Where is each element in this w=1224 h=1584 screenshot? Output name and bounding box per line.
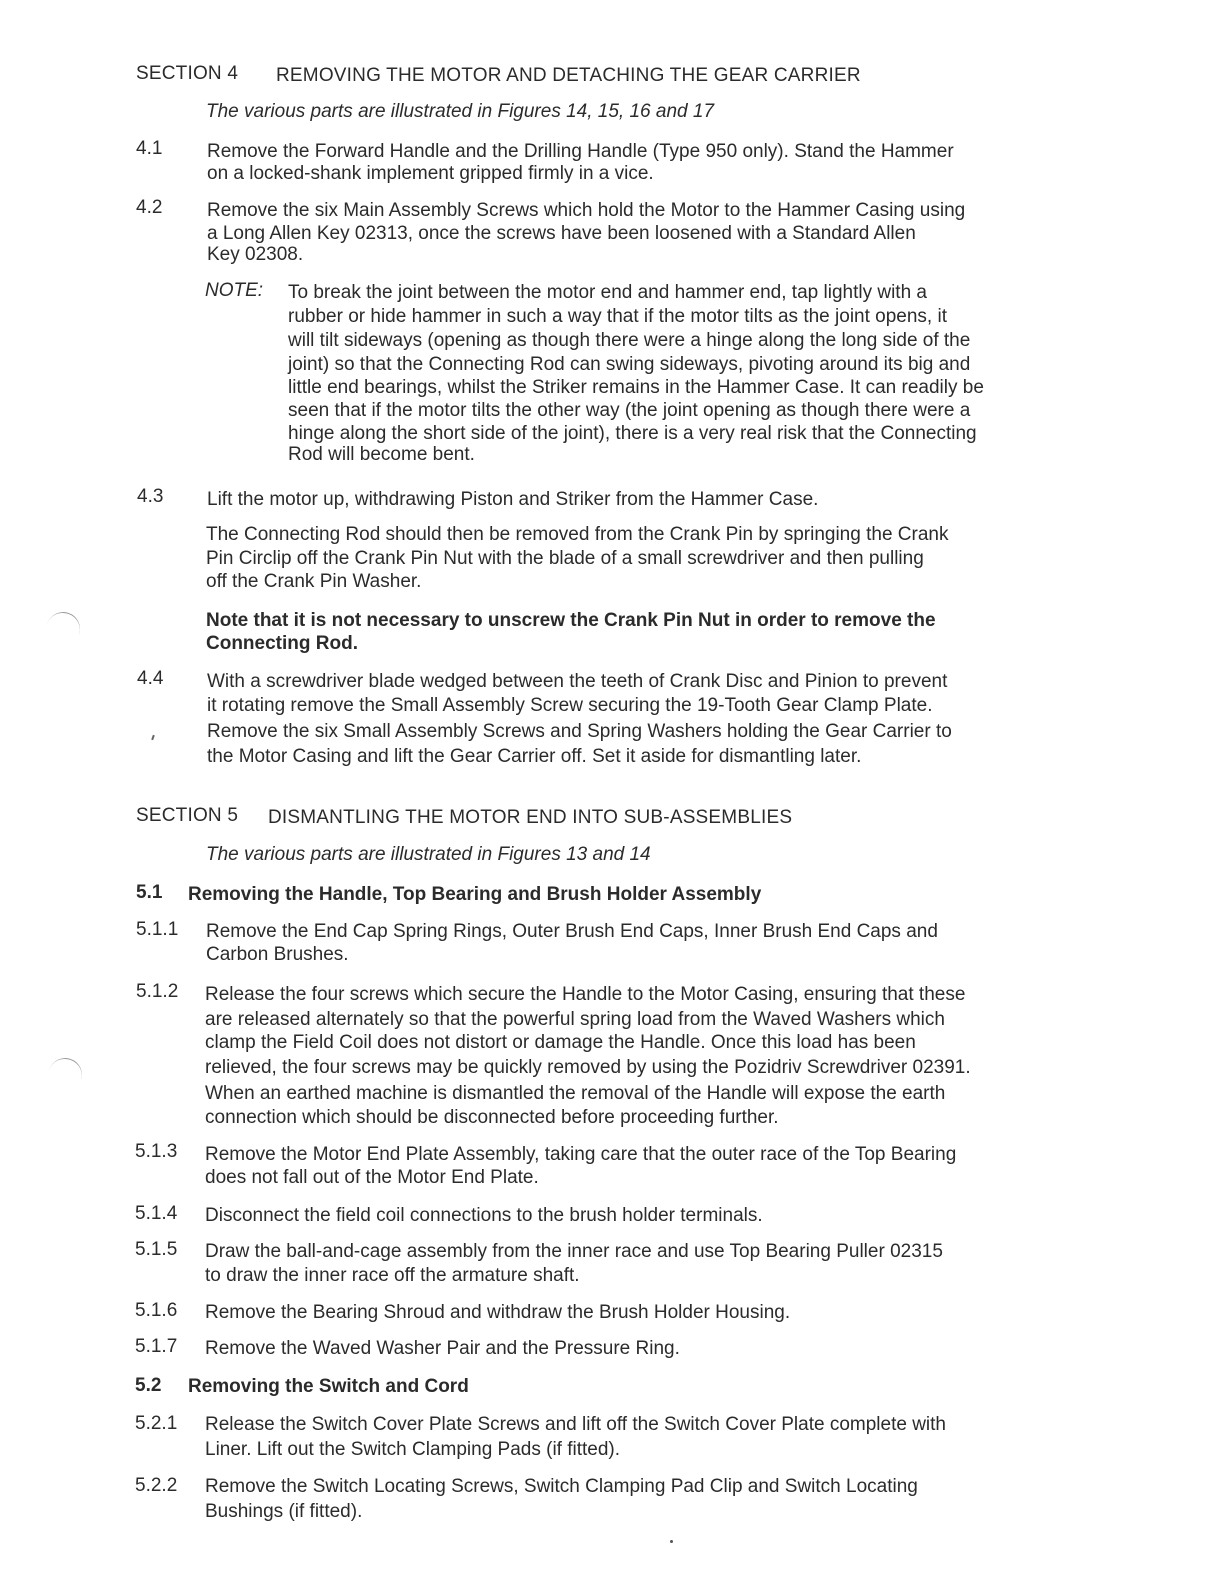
item-text-line: Release the four screws which secure the Handle to the Motor Casing, ensuring that these xyxy=(205,984,966,1005)
item-number: 5.1.4 xyxy=(135,1203,178,1224)
item-text-line: Remove the Switch Locating Screws, Switch Clamping Pad Clip and Switch Locating xyxy=(205,1476,918,1497)
item-text-line: Disconnect the field coil connections to the brush holder terminals. xyxy=(205,1205,763,1226)
item-text-line: Remove the Motor End Plate Assembly, taking care that the outer race of the Top Bearing xyxy=(205,1144,957,1165)
note-line: seen that if the motor tilts the other way (the joint opening as though there were a xyxy=(288,400,971,421)
note-line: rubber or hide hammer in such a way that if the motor tilts as the joint opens, it xyxy=(288,306,947,327)
item-paragraph-line: off the Crank Pin Washer. xyxy=(206,571,422,592)
item-number: 5.1.6 xyxy=(135,1300,178,1321)
item-number: 5.1.1 xyxy=(136,919,179,940)
item-number: 5.1.2 xyxy=(136,981,179,1002)
item-number: 4.3 xyxy=(137,486,164,507)
section-5-intro: The various parts are illustrated in Figures 13 and 14 xyxy=(206,844,651,865)
item-text-line: clamp the Field Coil does not distort or damage the Handle. Once this load has been xyxy=(205,1032,916,1053)
item-text-line: Remove the Forward Handle and the Drilling Handle (Type 950 only). Stand the Hammer xyxy=(207,141,954,162)
item-text-line: Remove the Bearing Shroud and withdraw the Brush Holder Housing. xyxy=(205,1302,791,1323)
item-text-line: Remove the six Main Assembly Screws which hold the Motor to the Hammer Casing using xyxy=(207,200,966,221)
subsection-title: Removing the Switch and Cord xyxy=(188,1376,469,1397)
item-text-line: it rotating remove the Small Assembly Screw securing the 19-Tooth Gear Clamp Plate. xyxy=(207,695,933,716)
item-text-line: Liner. Lift out the Switch Clamping Pads (if fitted). xyxy=(205,1439,621,1460)
note-line: will tilt sideways (opening as though there were a hinge along the long side of the xyxy=(288,330,971,351)
item-text-line: Bushings (if fitted). xyxy=(205,1501,363,1522)
item-text-line: a Long Allen Key 02313, once the screws have been loosened with a Standard Allen xyxy=(207,223,916,244)
section-4-intro: The various parts are illustrated in Figures 14, 15, 16 and 17 xyxy=(206,101,715,122)
item-bold-note-line: Note that it is not necessary to unscrew the Crank Pin Nut in order to remove the xyxy=(206,610,936,631)
section-4-number: SECTION 4 xyxy=(136,63,239,84)
item-text-line: relieved, the four screws may be quickly removed by using the Pozidriv Screwdriver 02391. xyxy=(205,1057,971,1078)
item-text-line: With a screwdriver blade wedged between the teeth of Crank Disc and Pinion to prevent xyxy=(207,671,948,692)
subsection-number: 5.1 xyxy=(136,882,163,903)
scan-speck xyxy=(151,735,155,740)
item-number: 5.2.2 xyxy=(135,1475,178,1496)
subsection-title: Removing the Handle, Top Bearing and Brush Holder Assembly xyxy=(188,884,762,905)
note-line: To break the joint between the motor end and hammer end, tap lightly with a xyxy=(288,282,927,303)
item-text-line: connection which should be disconnected before proceeding further. xyxy=(205,1107,779,1128)
item-text-line: When an earthed machine is dismantled the removal of the Handle will expose the earth xyxy=(205,1083,946,1104)
item-text-line: are released alternately so that the powerful spring load from the Waved Washers which xyxy=(205,1009,945,1030)
note-label: NOTE: xyxy=(205,280,264,301)
scan-speck xyxy=(670,1540,673,1543)
item-text-line: Carbon Brushes. xyxy=(206,944,349,965)
item-number: 5.1.3 xyxy=(135,1141,178,1162)
item-bold-note-line: Connecting Rod. xyxy=(206,633,358,654)
note-line: Rod will become bent. xyxy=(288,444,475,465)
section-4-title: REMOVING THE MOTOR AND DETACHING THE GEAR CARRIER xyxy=(276,65,861,86)
item-paragraph-line: The Connecting Rod should then be removed from the Crank Pin by springing the Crank xyxy=(206,524,949,545)
punch-hole-shadow xyxy=(43,1053,87,1098)
item-number: 4.1 xyxy=(136,138,163,159)
item-text-line: the Motor Casing and lift the Gear Carrier off. Set it aside for dismantling later. xyxy=(207,746,862,767)
item-number: 4.4 xyxy=(137,668,164,689)
section-5-number: SECTION 5 xyxy=(136,805,239,826)
item-number: 5.1.5 xyxy=(135,1239,178,1260)
item-text-line: Draw the ball-and-cage assembly from the inner race and use Top Bearing Puller 02315 xyxy=(205,1241,943,1262)
item-text-line: on a locked-shank implement gripped firmly in a vice. xyxy=(207,163,654,184)
item-paragraph-line: Pin Circlip off the Crank Pin Nut with the blade of a small screwdriver and then pulling xyxy=(206,548,924,569)
item-text-line: Remove the End Cap Spring Rings, Outer Brush End Caps, Inner Brush End Caps and xyxy=(206,921,938,942)
note-line: little end bearings, whilst the Striker remains in the Hammer Case. It can readily be xyxy=(288,377,984,398)
note-line: joint) so that the Connecting Rod can swing sideways, pivoting around its big and xyxy=(288,354,971,375)
section-5-title: DISMANTLING THE MOTOR END INTO SUB-ASSEMBLIES xyxy=(268,807,793,828)
punch-hole-shadow xyxy=(41,607,85,652)
item-text-line: to draw the inner race off the armature shaft. xyxy=(205,1265,580,1286)
subsection-number: 5.2 xyxy=(135,1375,162,1396)
item-text-line: Key 02308. xyxy=(207,244,304,265)
item-text-line: Remove the six Small Assembly Screws and Spring Washers holding the Gear Carrier to xyxy=(207,721,952,742)
item-number: 4.2 xyxy=(136,197,163,218)
item-text-line: does not fall out of the Motor End Plate. xyxy=(205,1167,539,1188)
item-text-line: Release the Switch Cover Plate Screws and lift off the Switch Cover Plate complete with xyxy=(205,1414,946,1435)
item-number: 5.1.7 xyxy=(135,1336,178,1357)
note-line: hinge along the short side of the joint), there is a very real risk that the Connecting xyxy=(288,423,977,444)
item-text-line: Lift the motor up, withdrawing Piston and Striker from the Hammer Case. xyxy=(207,489,819,510)
item-number: 5.2.1 xyxy=(135,1413,178,1434)
item-text-line: Remove the Waved Washer Pair and the Pressure Ring. xyxy=(205,1338,680,1359)
